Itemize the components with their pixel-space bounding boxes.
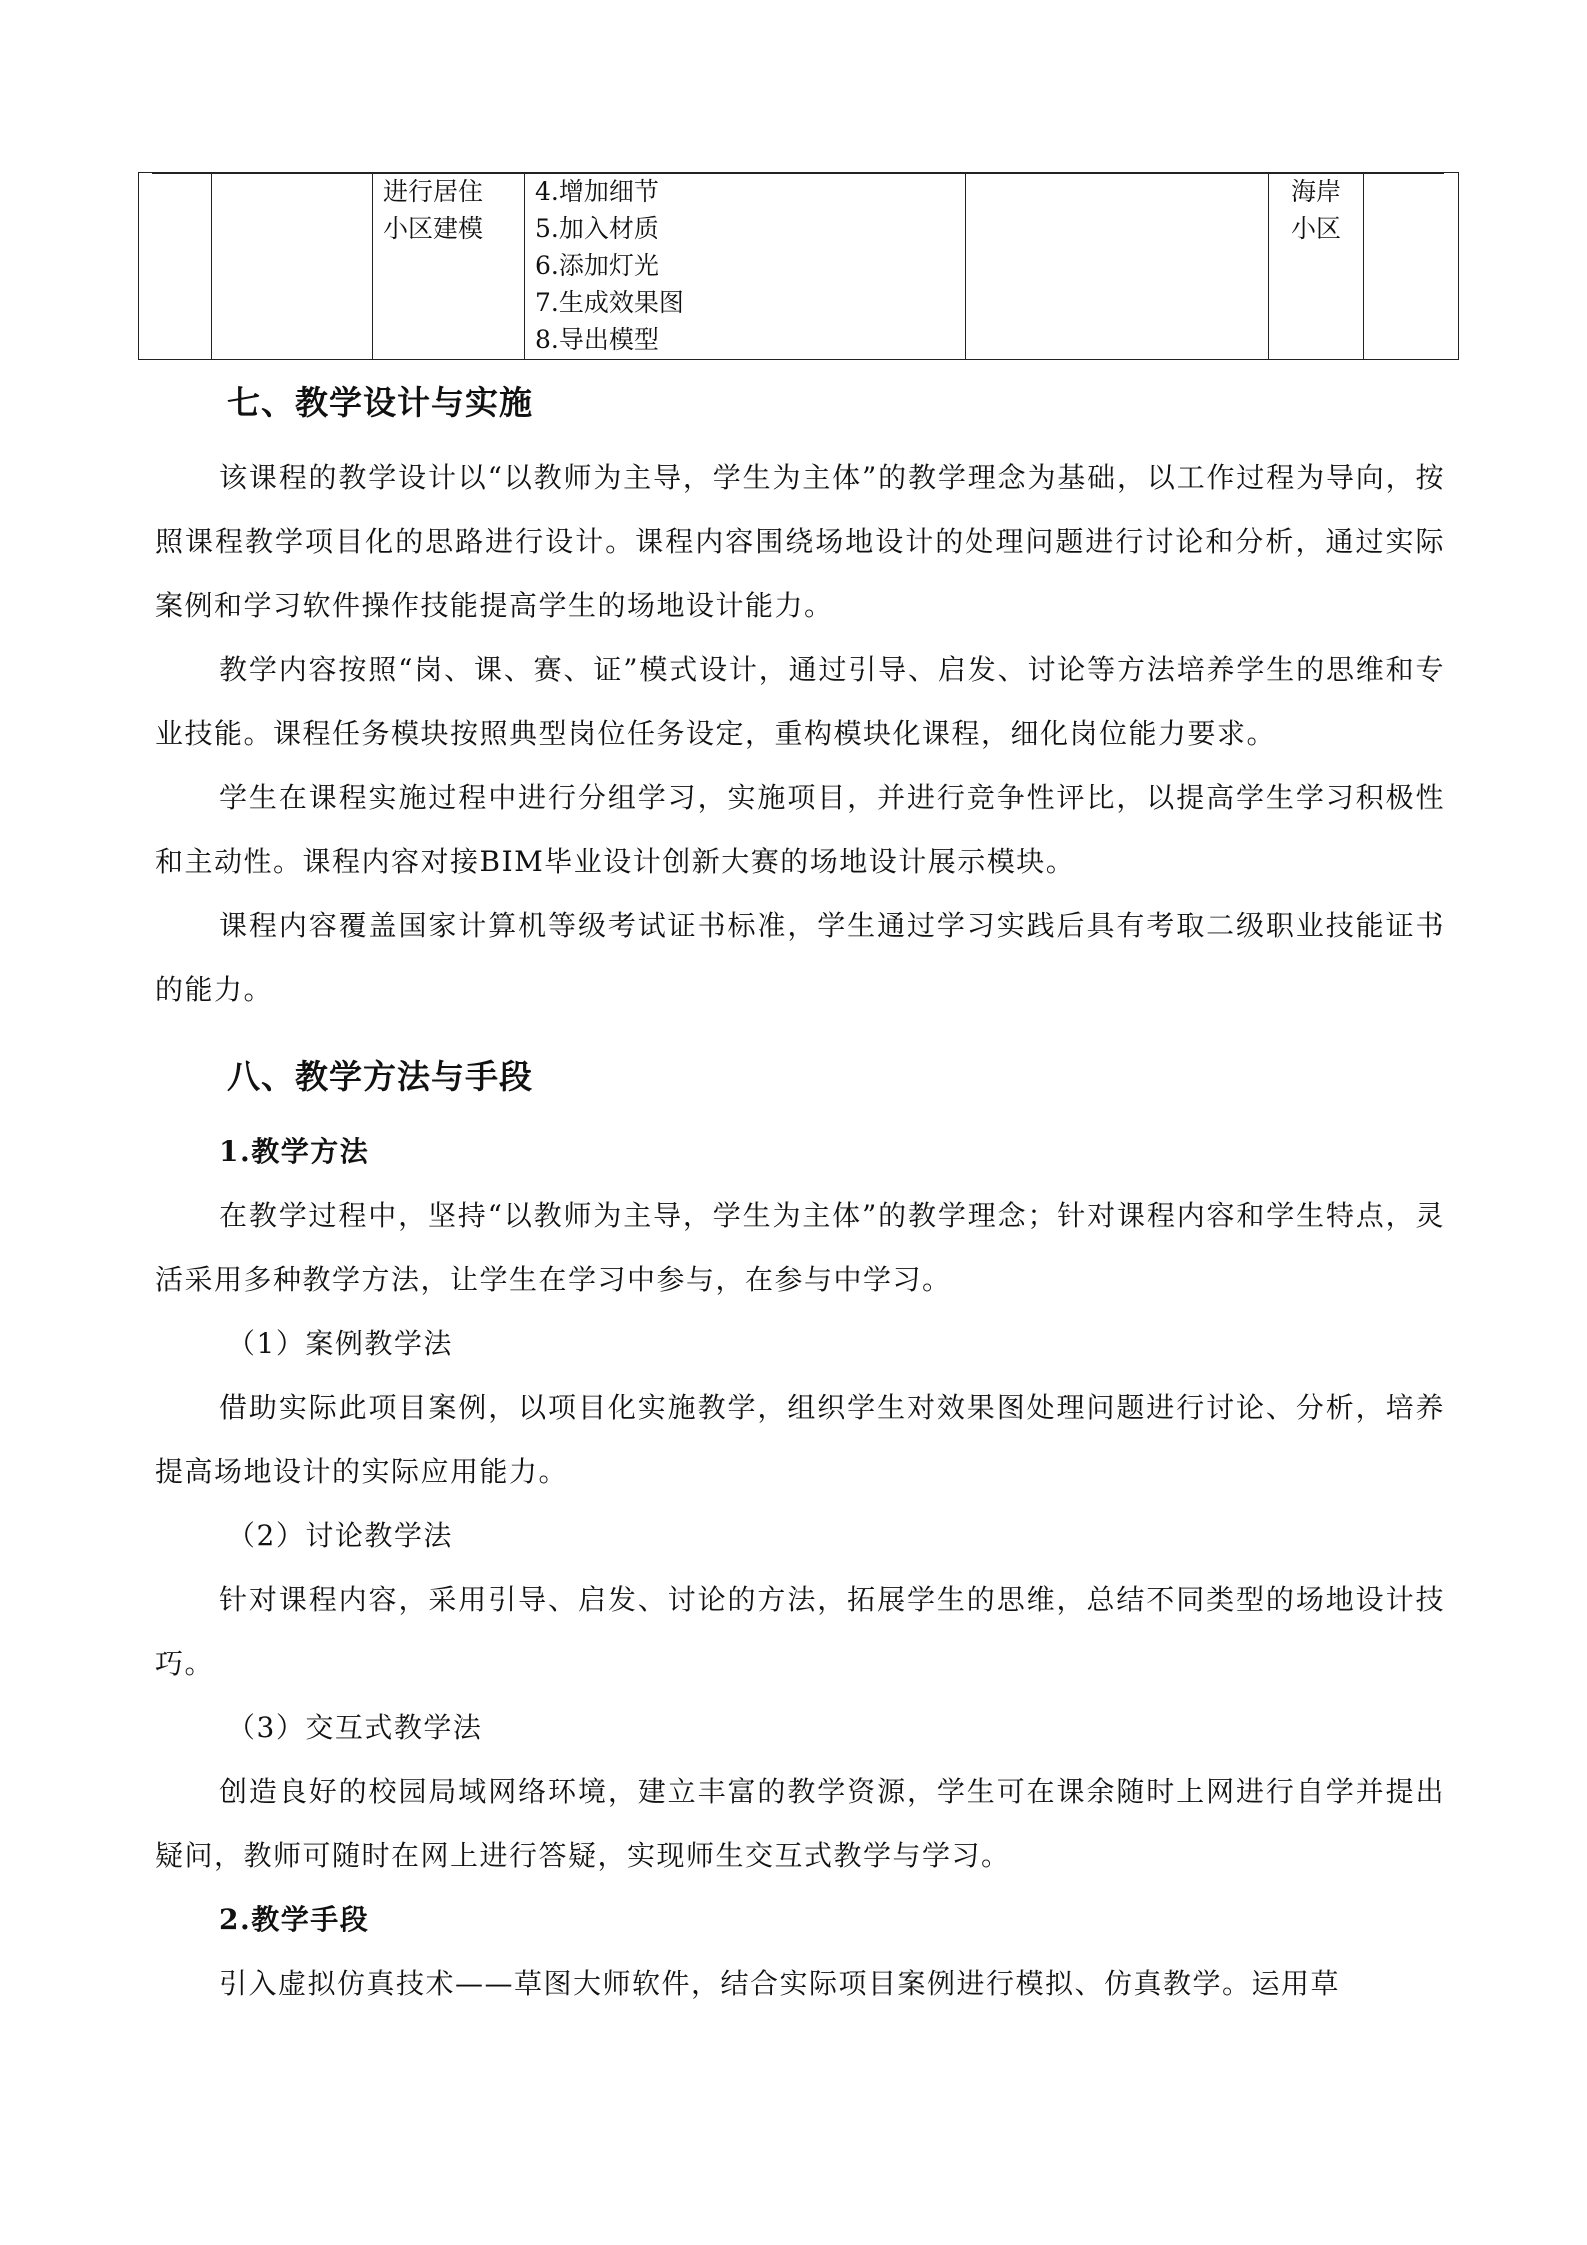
section-7-paragraph: 学生在课程实施过程中进行分组学习，实施项目，并进行竞争性评比，以提高学生学习积极性和主动性。课程内容对接BIM毕业设计创新大赛的场地设计展示模块。 — [155, 781, 1445, 878]
table-cell-empty — [1364, 173, 1459, 360]
table-cell-location — [1269, 173, 1364, 360]
method-text: 针对课程内容，采用引导、启发、讨论的方法，拓展学生的思维，总结不同类型的场地设计技巧。 — [155, 1583, 1445, 1680]
table-cell-empty — [212, 173, 373, 360]
method-text: 借助实际此项目案例，以项目化实施教学，组织学生对效果图处理问题进行讨论、分析，培养提高场地设计的实际应用能力。 — [155, 1391, 1445, 1488]
section-7-paragraph: 教学内容按照“岗、课、赛、证”模式设计，通过引导、启发、讨论等方法培养学生的思维和专业技能。课程任务模块按照典型岗位任务设定，重构模块化课程，细化岗位能力要求。 — [155, 653, 1445, 750]
task-line: 进行居住 — [383, 177, 484, 206]
methods-intro: 在教学过程中，坚持“以教师为主导，学生为主体”的教学理念；针对课程内容和学生特点，灵活采用多种教学方法，让学生在学习中参与，在参与中学习。 — [155, 1199, 1445, 1296]
document-body — [155, 378, 1445, 2016]
method-label: （3）交互式教学法 — [227, 1711, 483, 1744]
table-row — [139, 173, 1459, 360]
table-cell-empty — [139, 173, 212, 360]
step-item: 4.增加细节 — [535, 177, 659, 206]
means-heading: 2.教学手段 — [219, 1903, 370, 1936]
task-line: 小区建模 — [383, 214, 484, 243]
section-8-title: 八、教学方法与手段 — [227, 1057, 533, 1096]
step-item: 8.导出模型 — [535, 325, 659, 354]
section-7-paragraph: 该课程的教学设计以“以教师为主导，学生为主体”的教学理念为基础，以工作过程为导向，按照课程教学项目化的思路进行设计。课程内容围绕场地设计的处理问题进行讨论和分析，通过实际案例和学习软件操作技能提高学生的场地设计能力。 — [155, 461, 1445, 622]
methods-heading: 1.教学方法 — [219, 1135, 370, 1168]
section-7-paragraph: 课程内容覆盖国家计算机等级考试证书标准，学生通过学习实践后具有考取二级职业技能证书的能力。 — [155, 909, 1445, 1006]
step-item: 7.生成效果图 — [535, 288, 684, 317]
table-cell-empty — [966, 173, 1269, 360]
step-item: 6.添加灯光 — [535, 251, 659, 280]
location-line: 小区 — [1290, 214, 1341, 243]
method-text: 创造良好的校园局域网络环境，建立丰富的教学资源，学生可在课余随时上网进行自学并提出疑问，教师可随时在网上进行答疑，实现师生交互式教学与学习。 — [155, 1775, 1445, 1872]
location-line: 海岸 — [1290, 177, 1341, 206]
method-label: （2）讨论教学法 — [227, 1519, 453, 1552]
method-label: （1）案例教学法 — [227, 1327, 453, 1360]
section-7-title: 七、教学设计与实施 — [227, 383, 533, 422]
means-text: 引入虚拟仿真技术——草图大师软件，结合实际项目案例进行模拟、仿真教学。运用草 — [219, 1967, 1341, 2000]
course-table-continuation — [138, 172, 1459, 360]
table-cell-steps — [525, 173, 966, 360]
table-cell-task — [373, 173, 525, 360]
step-item: 5.加入材质 — [535, 214, 659, 243]
